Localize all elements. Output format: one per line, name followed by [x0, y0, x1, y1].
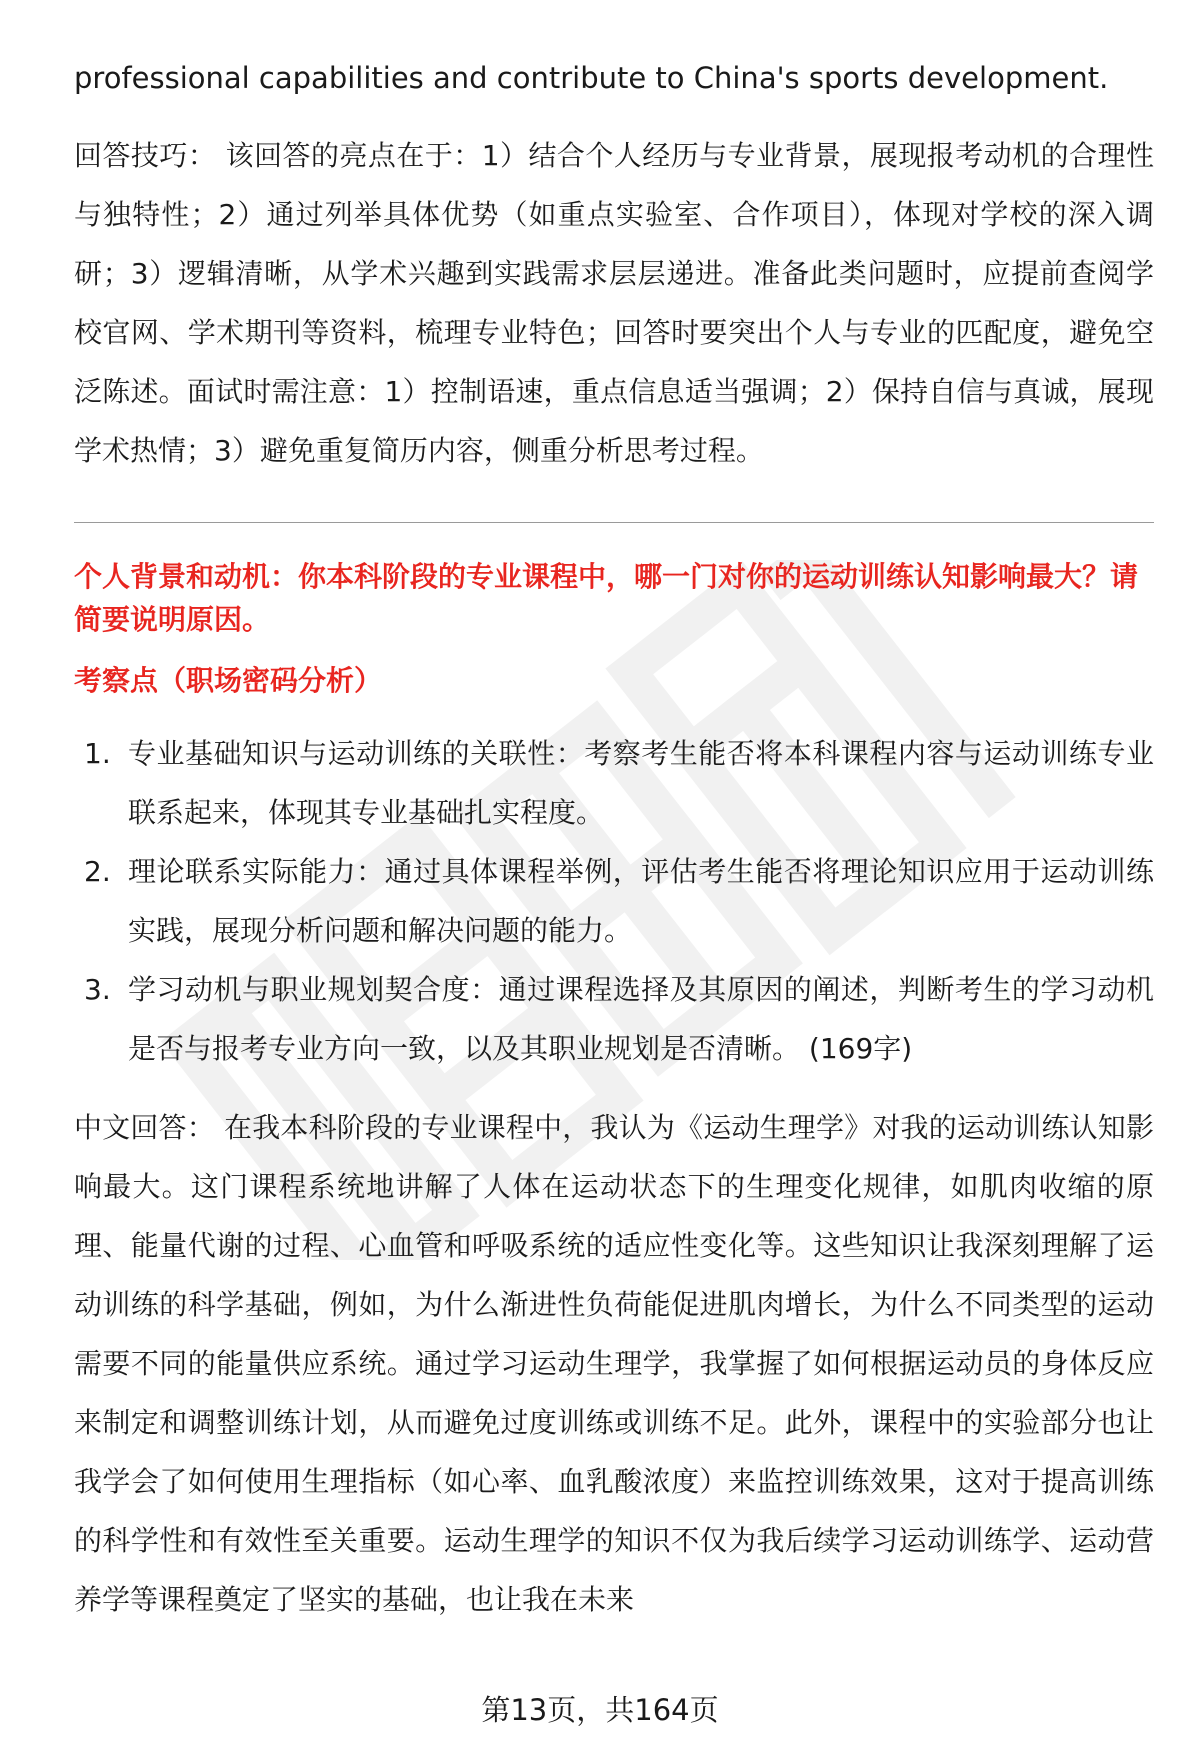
- list-item: [74, 842, 1154, 960]
- section-divider: [74, 522, 1154, 523]
- list-item: [74, 960, 1154, 1078]
- page-number-footer: 第13页，共164页: [481, 1693, 719, 1727]
- list-item-number: 2.: [84, 855, 111, 888]
- list-item-text: 学习动机与职业规划契合度：通过课程选择及其原因的阐述，判断考生的学习动机是否与报考专业方向一致，以及其职业规划是否清晰。 (169字): [128, 973, 1154, 1065]
- question-title: 个人背景和动机：你本科阶段的专业课程中，哪一门对你的运动训练认知影响最大？请简要说明原因。: [74, 560, 1139, 636]
- list-item-number: 1.: [84, 737, 111, 770]
- list-item-number: 3.: [84, 973, 111, 1006]
- chinese-answer-paragraph: 中文回答： 在我本科阶段的专业课程中，我认为《运动生理学》对我的运动训练认知影响最大。这门课程系统地讲解了人体在运动状态下的生理变化规律，如肌肉收缩的原理、能量代谢的过程、心血管和呼吸系统的适应性变化等。这些知识让我深刻理解了运动训练的科学基础，例如，为什么渐进性负荷能促进肌肉增长，为什么不同类型的运动需要不同的能量供应系统。通过学习运动生理学，我掌握了如何根据运动员的身体反应来制定和调整训练计划，从而避免过度训练或训练不足。此外，课程中的实验部分也让我学会了如何使用生理指标（如心率、血乳酸浓度）来监控训练效果，这对于提高训练的科学性和有效性至关重要。运动生理学的知识不仅为我后续学习运动训练学、运动营养学等课程奠定了坚实的基础，也让我在未来: [74, 1111, 1154, 1616]
- assessment-list: [74, 724, 1154, 1078]
- list-item-text: 理论联系实际能力：通过具体课程举例，评估考生能否将理论知识应用于运动训练实践，展现分析问题和解决问题的能力。: [128, 855, 1154, 947]
- answer-tips-paragraph: 回答技巧： 该回答的亮点在于：1）结合个人经历与专业背景，展现报考动机的合理性与独特性；2）通过列举具体优势（如重点实验室、合作项目），体现对学校的深入调研；3）逻辑清晰，从学术兴趣到实践需求层层递进。准备此类问题时，应提前查阅学校官网、学术期刊等资料，梳理专业特色；回答时要突出个人与专业的匹配度，避免空泛陈述。面试时需注意：1）控制语速，重点信息适当强调；2）保持自信与真诚，展现学术热情；3）避免重复简历内容，侧重分析思考过程。: [74, 139, 1154, 467]
- assessment-heading: 考察点（职场密码分析）: [74, 664, 383, 697]
- list-item-text: 专业基础知识与运动训练的关联性：考察考生能否将本科课程内容与运动训练专业联系起来，体现其专业基础扎实程度。: [128, 737, 1154, 829]
- english-answer-tail: professional capabilities and contribute to China's sports development.: [74, 61, 1109, 95]
- list-item: [74, 724, 1154, 842]
- page-content: [74, 52, 1154, 1629]
